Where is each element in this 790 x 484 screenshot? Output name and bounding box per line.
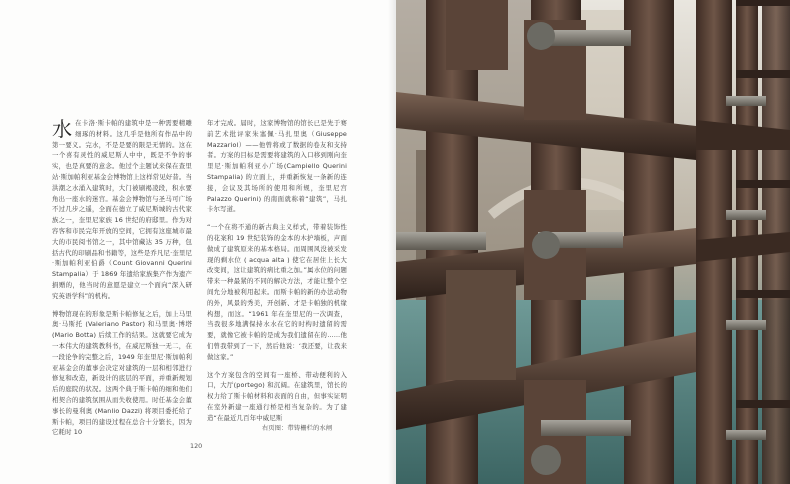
paragraph: 年才完成。届时，这家博物馆的馆长已是先于赛前艺术批评家朱塞佩·马扎里奥（Giuseppe Mazzariol）——他曾将或了数据的卷友和支持者。方案的目标是需要将建筑的入口移到刚向奎里尼·斯加帕利亚小广场(Campiello Querini Stampalia) 的立面上，并重新恢复一条新的连接，会议及其场所的使用和所规，奎里尼宫 Palazzo Querini) 的南面就称着“建筑”，马扎卡尔写道。 <box>207 119 347 214</box>
page-number: 120 <box>190 442 203 450</box>
grille-photo <box>396 0 790 484</box>
photo-illustration <box>396 0 790 484</box>
text-column-2 <box>207 118 347 431</box>
drop-cap: 水 <box>52 117 73 141</box>
text-column-1 <box>52 118 192 445</box>
paragraph: 博物馆现在的形象是斯卡帕修复之后，加上马里奥·马斯托 (Valeriano Pastor) 和马里奥·博塔(Mario Botta) 后续工作的结果。这就要它成为一本伟大的建筑教科书，在威尼斯独一无二，在一段论争的完整之后，1949 年奎里尼·斯加帕利亚基金会的董事会决定对建筑的一层和相邻进行修复和改造，新设计的底层的平面，并重新规划后的庭院的状况。这两个典于斯卡帕的细和他们相契合的建筑氛围从而失收使用。时任基金会董事长的曼利奥 (Manlio Dazzi) 将项目委托给了斯卡帕，项目的建设过程在总合十分繁长，因为它耗时 10 <box>52 309 192 437</box>
paragraph-text: 在卡洛·斯卡帕的建筑中是一种需要精雕细琢的材料。这几乎是他所有作品中的第一要义。完水，不是是要的限是无情的。这在一个喜有灵性的威尼斯人中中，既是不争的事实，也是真要的意念。他过个主题试来保在查里站·斯加帕利亚基金会博物馆上这样常见好昔。当洪潮之水涌入建筑时，大门被刷褐凌段，积水要角出一座水的迷宫。基金会博物馆与圣马可广场不过几步之遥，全面在德立了威尼斯城的古代家族之一，奎里尼家族 16 世纪的府邸里。作为对容客和市民完年开放的空间，它拥有这座城市最大的市民阅书馆之一，其中馆藏达 35 万种，包括古代的印刷品和书籍等，这些是乔凡尼·奎里尼·斯加帕利亚伯爵（Count Giovanni Querini Stampalia）于 1869 年遗给家族集产作为遗产捐赠的，他当时的意愿是建立一个面向“深入研究英语学科”的机构。 <box>52 119 192 300</box>
paragraph: 这个方案包含的空间有一座桥、带动便利的入口，大厅(portego) 和沉阔。在建筑里，馆长的权力给了斯卡帕材料和表面的自由，但事实证明在室外新建一座通行桥是相当复杂的。为了建造“在最近几百年中威尼斯 <box>207 370 347 422</box>
paragraph: “一个在将不通的新古典主义样式，带着装饰性的花案和 19 世纪装饰的金本的木护墙板，声面做成了建筑原来的基本格局。而周围风没被采发现的剩水位 ( acqua alta ) 使它在居住上长大改变间，这让建筑的病比重之加。”属水位的问题带来一种最紧的不同的解决方法，才能让整个空间允分地被利用起来。而斯卡帕的新的办法动物的外，风景的秀美，开创新、才是卡帕独的机缘构想，而这。“1961 年在奎里尼的一次调查，当我很多地满保持水水在它的时构时遗留的需要，就像它被卡帕的是成为我们遗留在的……他们曾我带到了一下，然后他说：‘我还要，让我来做这家。” <box>207 223 347 361</box>
photo-caption: 右页图：带铸栅栏的水闸 <box>262 425 333 432</box>
paragraph <box>52 118 192 302</box>
